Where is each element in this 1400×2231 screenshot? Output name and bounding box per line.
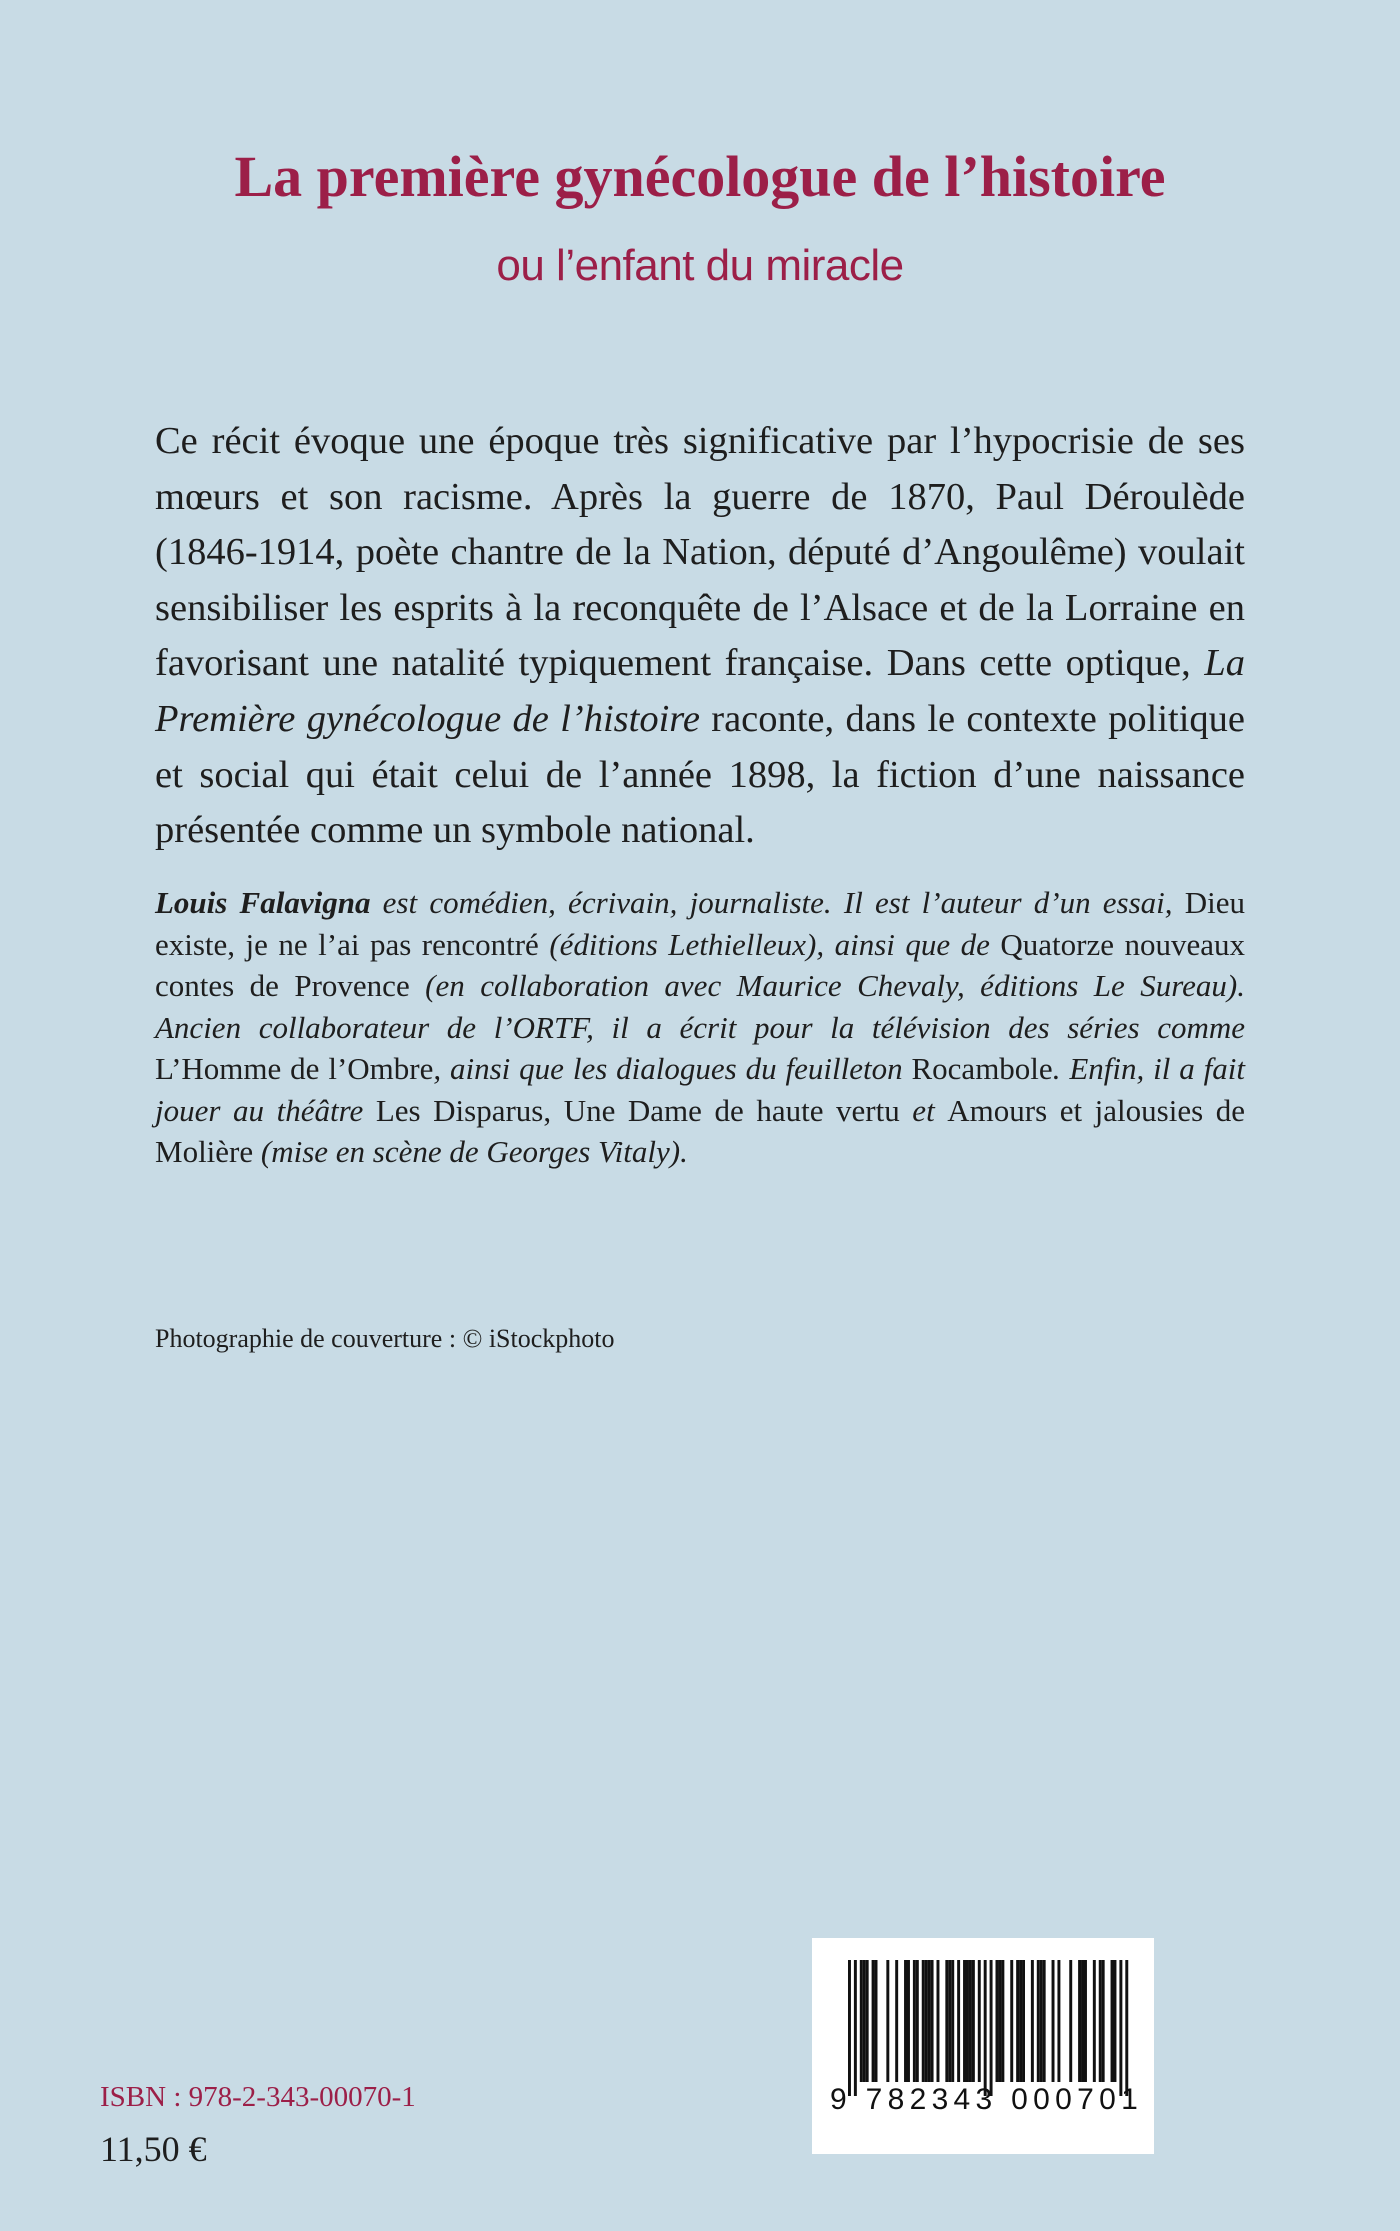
barcode-guard-bar [1125, 1960, 1128, 2096]
author-bio [155, 882, 1245, 1173]
barcode-bar [872, 1960, 875, 2082]
isbn: ISBN : 978-2-343-00070-1 [100, 2081, 416, 2113]
barcode-bar [1111, 1960, 1114, 2082]
barcode-bar [1040, 1960, 1043, 2082]
bio-text-7: (mise en scène de Georges Vitaly). [253, 1134, 688, 1169]
barcode-bar [863, 1960, 866, 2082]
barcode-guard-bar [854, 1960, 857, 2096]
barcode-bar [1093, 1960, 1096, 2082]
barcode-bar [1037, 1960, 1040, 2082]
bio-work-5: Les Disparus [375, 1092, 544, 1128]
bio-text-5: . Enfin, il a fait jouer au théâtre [155, 1051, 1245, 1128]
barcode-bar [1057, 1960, 1060, 2082]
barcode-bar [916, 1960, 919, 2082]
bio-text-1: est comédien, écrivain, journaliste. Il est l’auteur d’un essai, [370, 885, 1185, 920]
price: 11,50 € [100, 2129, 207, 2169]
barcode-bar [972, 1960, 975, 2082]
barcode-bar [1069, 1960, 1072, 2082]
barcode-guard-bar [984, 1960, 987, 2096]
barcode-bar [907, 1960, 910, 2082]
barcode-bar [866, 1960, 869, 2082]
barcode-guard-bar [848, 1960, 851, 2096]
barcode-bar [937, 1960, 940, 2082]
barcode-bar [1081, 1960, 1084, 2082]
bio-work-2: Quatorze nouveaux contes de Provence [155, 926, 1246, 1003]
barcode-bar [1084, 1960, 1087, 2082]
barcode-bar [1043, 1960, 1046, 2082]
barcode-bar [1099, 1960, 1102, 2082]
blurb-paragraph [155, 414, 1245, 859]
barcode-guard-bar [1119, 1960, 1122, 2096]
bio-work-3: L’Homme de l’Ombre [155, 1051, 434, 1086]
bio-work-4: Rocambole [911, 1051, 1053, 1086]
bio-work-6: Une Dame de haute vertu [563, 1092, 900, 1128]
barcode-bar [998, 1960, 1001, 2082]
barcode-bar [931, 1960, 934, 2082]
barcode-bar [1001, 1960, 1004, 2082]
barcode-bar [925, 1960, 928, 2082]
blurb-text-1: Ce récit évoque une époque très significative par l’hypocrisie de ses mœurs et son racisme. Après la guerre de 1870, Paul Déroulède (1846-1914, poète chantre de la Nation, député d’Angoulême) voulait sensibiliser les esprits à la reconquête de l’Alsace et de la Lorraine en favorisant une natalité typiquement française. Dans cette optique, [155, 420, 1245, 685]
barcode [812, 1938, 1154, 2154]
barcode-bar [928, 1960, 931, 2082]
barcode-bar [1019, 1960, 1022, 2082]
barcode-bar [1016, 1960, 1019, 2082]
barcode-bar [945, 1960, 948, 2082]
barcode-bar [1114, 1960, 1117, 2082]
barcode-bar [922, 1960, 925, 2082]
barcode-bar [895, 1960, 898, 2082]
barcode-bar [1078, 1960, 1081, 2082]
barcode-digits: 9 782343 000701 [830, 2083, 1144, 2116]
bio-text-6: et [899, 1092, 948, 1128]
barcode-bar [1022, 1960, 1025, 2082]
barcode-bar [957, 1960, 960, 2082]
bio-text-3: (en collaboration avec Maurice Chevaly, éditions Le Sureau). Ancien collaborateur de l’ORTF, il a écrit pour la télévision des séries comme [155, 968, 1245, 1045]
barcode-bar [951, 1960, 954, 2082]
barcode-bar [963, 1960, 966, 2082]
barcode-bar [996, 1960, 999, 2082]
barcode-bar [913, 1960, 916, 2082]
blurb-italic-title: La Première gynécologue de l’histoire [155, 642, 1245, 740]
barcode-bars [812, 1938, 1154, 2154]
book-subtitle: ou l’enfant du miracle [496, 241, 904, 290]
bio-work-7: Amours et jalousies de Molière [155, 1092, 1245, 1169]
bio-work-1: Dieu existe, je ne l’ai pas rencontré [155, 885, 1245, 962]
barcode-guard-bar [990, 1960, 993, 2096]
barcode-bar [1102, 1960, 1105, 2082]
barcode-bar [875, 1960, 878, 2082]
bio-separator: , [543, 1092, 564, 1128]
barcode-bar [978, 1960, 981, 2082]
book-title: La première gynécologue de l’histoire [234, 144, 1166, 209]
barcode-bar [1010, 1960, 1013, 2082]
author-name: Louis Falavigna [155, 885, 371, 920]
barcode-bar [1052, 1960, 1055, 2082]
bio-text-4: , ainsi que les dialogues du feuilleton [433, 1051, 912, 1086]
barcode-bar [948, 1960, 951, 2082]
bio-text-2: (éditions Lethielleux), ainsi que de [538, 926, 1001, 962]
photo-credit: Photographie de couverture : © iStockphoto [155, 1324, 615, 1353]
blurb-text-2: raconte, dans le contexte politique et social qui était celui de l’année 1898, la fiction d’une naissance présentée comme un symbole national. [155, 697, 1246, 852]
barcode-bar [860, 1960, 863, 2082]
barcode-bar [904, 1960, 907, 2082]
barcode-bar [969, 1960, 972, 2082]
barcode-bar [1031, 1960, 1034, 2082]
barcode-bar [966, 1960, 969, 2082]
barcode-bar [886, 1960, 889, 2082]
